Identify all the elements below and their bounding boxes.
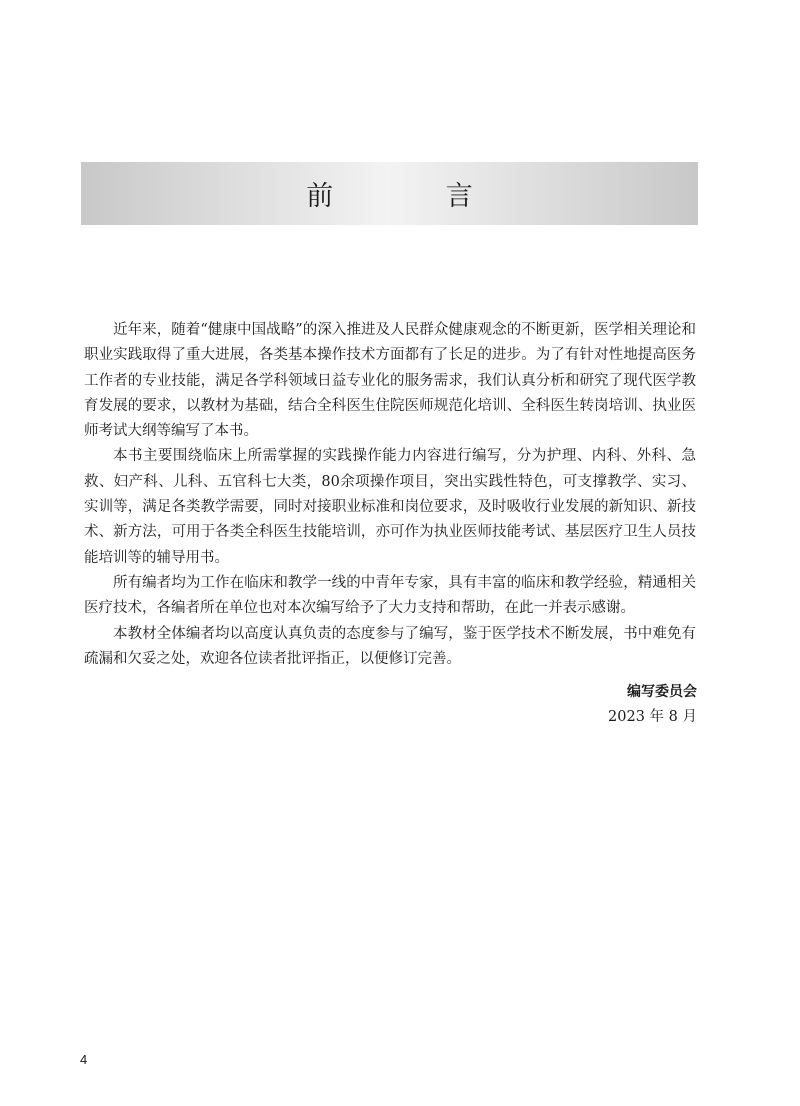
- signature-block: [608, 680, 697, 730]
- page-title: 前 言: [306, 181, 525, 212]
- page-number: 4: [80, 1052, 88, 1067]
- paragraph-4: 本教材全体编者均以高度认真负责的态度参与了编写，鉴于医学技术不断发展，书中难免有疏漏和欠妥之处，欢迎各位读者批评指正，以便修订完善。: [84, 625, 696, 667]
- signature-organization: 编写委员会: [627, 684, 697, 700]
- paragraph-1: 近年来，随着“健康中国战略”的深入推进及人民群众健康观念的不断更新，医学相关理论和职业实践取得了重大进展，各类基本操作技术方面都有了长足的进步。为了有针对性地提高医务工作者的专业技能，满足各学科领域日益专业化的服务需求，我们认真分析和研究了现代医学教育发展的要求，以教材为基础，结合全科医生住院医师规范化培训、全科医生转岗培训、执业医师考试大纲等编写了本书。: [84, 322, 696, 440]
- paragraph-2: 本书主要围绕临床上所需掌握的实践操作能力内容进行编写，分为护理、内科、外科、急救、妇产科、儿科、五官科七大类，80余项操作项目，突出实践性特色，可支撑教学、实习、实训等，满足各类教学需要，同时对接职业标准和岗位要求，及时吸收行业发展的新知识、新技术、新方法，可用于各类全科医生技能培训，亦可作为执业医师技能考试、基层医疗卫生人员技能培训等的辅导用书。: [84, 448, 696, 566]
- signature-date: 2023 年 8 月: [608, 709, 697, 725]
- title-banner: [81, 162, 698, 225]
- paragraph-3: 所有编者均为工作在临床和教学一线的中青年专家，具有丰富的临床和教学经验，精通相关医疗技术，各编者所在单位也对本次编写给予了大力支持和帮助，在此一并表示感谢。: [84, 574, 696, 617]
- preface-body: [84, 318, 696, 672]
